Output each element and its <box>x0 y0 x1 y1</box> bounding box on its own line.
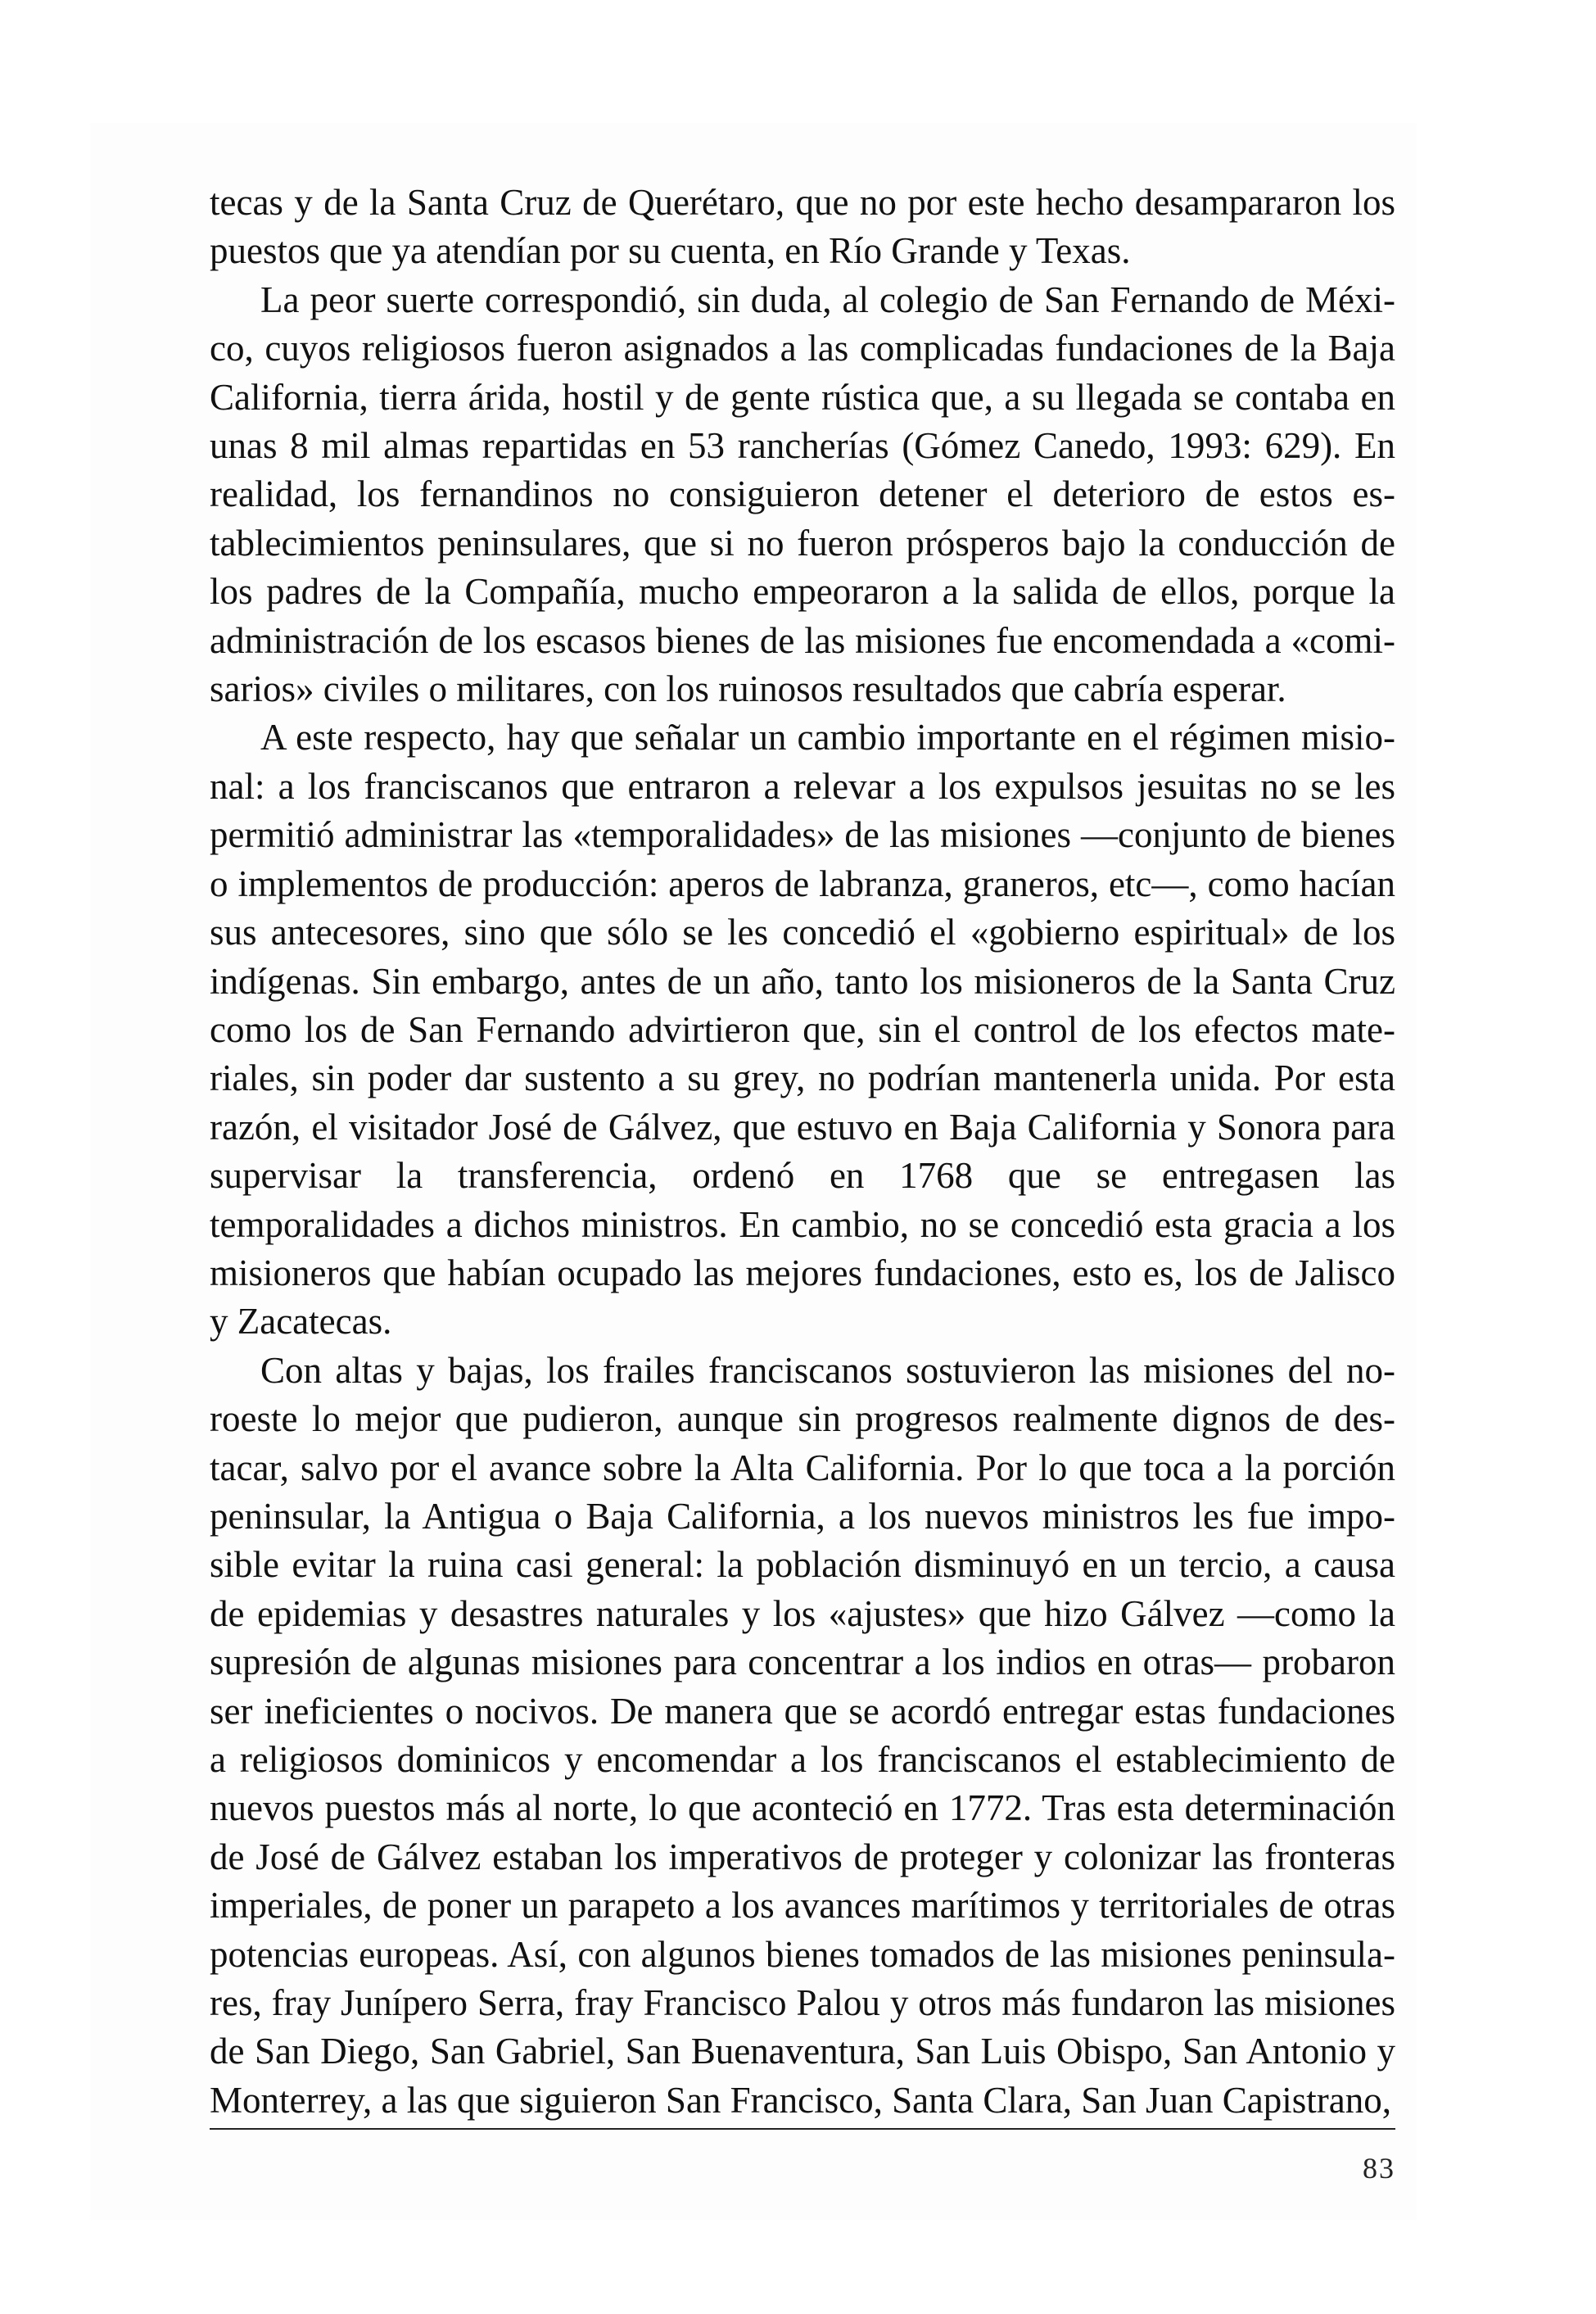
paragraph-1: tecas y de la Santa Cruz de Querétaro, que no por este hecho desampararon los puestos que ya atendían por su cuenta, en Río Grande y Texas. <box>210 182 1395 272</box>
paragraph-4: Con altas y bajas, los frailes franciscanos sostuvieron las misiones del noroeste lo mejor que pudieron, aunque sin progresos realmente dignos de destacar, salvo por el avance sobre la Alta California. Por lo que toca a la porción peninsular, la Antigua o Baja California, a los nuevos ministros les fue imposible evitar la ruina casi general: la población disminuyó en un tercio, a causa de epidemias y desastres naturales y los «ajustes» que hizo Gálvez —como la supresión de algunas misiones para concentrar a los indios en otras— probaron ser ineficientes o nocivos. De manera que se acordó entregar estas fundaciones a religiosos dominicos y encomendar a los franciscanos el establecimiento de nuevos puestos más al norte, lo que aconteció en 1772. Tras esta determinación de José de Gálvez estaban los imperativos de proteger y colonizar las fronteras imperiales, de poner un parapeto a los avances marítimos y territoriales de otras potencias europeas. Así, con algunos bienes tomados de las misiones peninsulares, fray Junípero Serra, fray Francisco Palou y otros más fundaron las misiones de San Diego, San Gabriel, San Buenaventura, San Luis Obispo, San Antonio y Monterrey, a las que siguieron San Francisco, Santa Clara, San Juan Capistrano, <box>210 1349 1395 2121</box>
body-text <box>210 179 1395 2125</box>
paragraph-2: La peor suerte correspondió, sin duda, al colegio de San Fernando de México, cuyos religiosos fueron asignados a las complicadas fundaciones de la Baja California, tierra árida, hostil y de gente rústica que, a su llegada se contaba en unas 8 mil almas repartidas en 53 rancherías (Gómez Canedo, 1993: 629). En realidad, los fernandinos no consiguieron detener el deterioro de estos establecimientos peninsulares, que si no fueron prósperos bajo la conducción de los padres de la Compañía, mucho empeoraron a la salida de ellos, porque la administración de los escasos bienes de las misiones fue encomendada a «comisarios» civiles o militares, con los ruinosos resultados que cabría esperar. <box>210 278 1395 710</box>
footer-divider <box>210 2128 1395 2130</box>
paragraph-3: A este respecto, hay que señalar un cambio importante en el régimen misional: a los franciscanos que entraron a relevar a los expulsos jesuitas no se les permitió administrar las «temporalidades» de las misiones —conjunto de bienes o implementos de producción: aperos de labranza, graneros, etc—, como hacían sus antecesores, sino que sólo se les concedió el «gobierno espiritual» de los indígenas. Sin embargo, antes de un año, tanto los misioneros de la Santa Cruz como los de San Fernando advirtieron que, sin el control de los efectos materiales, sin poder dar sustento a su grey, no podrían mantenerla unida. Por esta razón, el visitador José de Gálvez, que estuvo en Baja California y Sonora para supervisar la transferencia, ordenó en 1768 que se entregasen las temporalidades a dichos ministros. En cambio, no se concedió esta gracia a los misioneros que habían ocupado las mejores fundaciones, esto es, los de Jalisco y Zacatecas. <box>210 717 1395 1343</box>
page-number: 83 <box>1363 2152 1395 2185</box>
